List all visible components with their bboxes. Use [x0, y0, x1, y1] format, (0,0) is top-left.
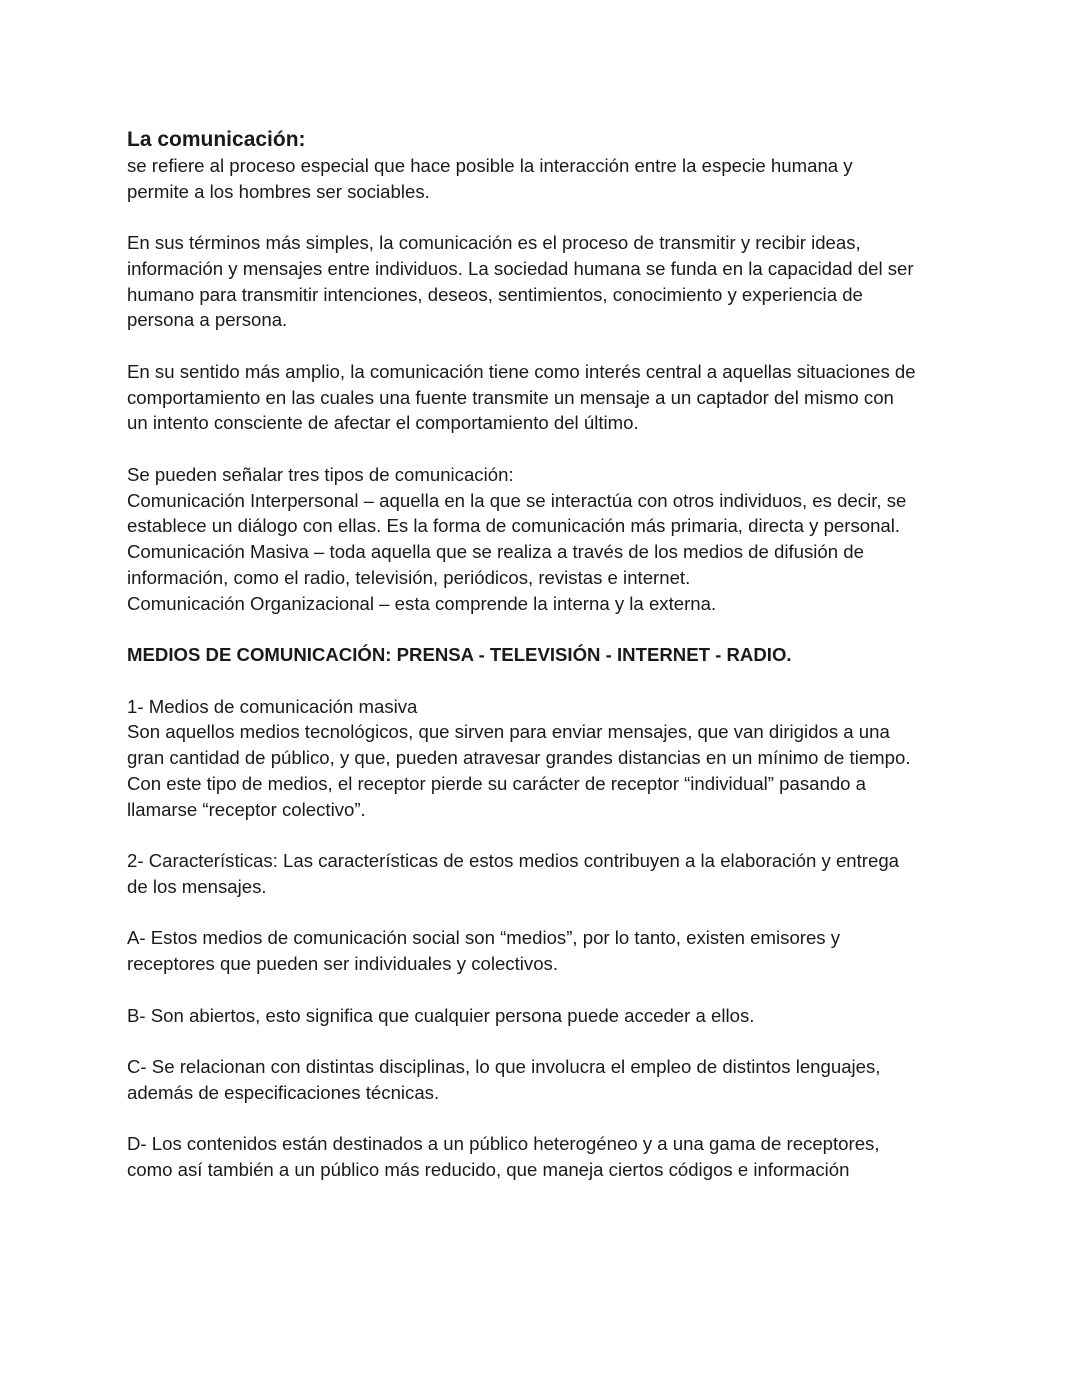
paragraph	[127, 1054, 967, 1106]
text-line: información y mensajes entre individuos. La sociedad humana se funda en la capacidad del ser	[127, 257, 914, 279]
paragraph	[127, 1003, 967, 1029]
section-heading	[127, 642, 967, 668]
paragraph	[127, 230, 967, 333]
document-title: La comunicación:	[127, 128, 306, 151]
paragraph	[127, 848, 967, 900]
text-line: información, como el radio, televisión, periódicos, revistas e internet.	[127, 566, 691, 588]
text-line: Con este tipo de medios, el receptor pierde su carácter de receptor “individual” pasando a	[127, 772, 867, 794]
text-line: establece un diálogo con ellas. Es la forma de comunicación más primaria, directa y personal.	[127, 515, 901, 537]
text-line: 1- Medios de comunicación masiva	[127, 695, 418, 717]
text-line: MEDIOS DE COMUNICACIÓN: PRENSA - TELEVISIÓN - INTERNET - RADIO.	[127, 644, 792, 665]
text-line: llamarse “receptor colectivo”.	[127, 798, 366, 820]
text-line: se refiere al proceso especial que hace posible la interacción entre la especie humana y	[127, 154, 853, 176]
text-line: como así también a un público más reducido, que maneja ciertos códigos e información	[127, 1159, 850, 1180]
text-line: además de especificaciones técnicas.	[127, 1081, 440, 1103]
text-line: un intento consciente de afectar el comportamiento del último.	[127, 412, 639, 434]
text-line: A- Estos medios de comunicación social son “medios”, por lo tanto, existen emisores y	[127, 927, 841, 949]
text-line: humano para transmitir intenciones, deseos, sentimientos, conocimiento y experiencia de	[127, 283, 863, 305]
text-line: En sus términos más simples, la comunicación es el proceso de transmitir y recibir ideas,	[127, 232, 861, 253]
text-line: gran cantidad de público, y que, pueden atravesar grandes distancias en un mínimo de tiempo.	[127, 747, 911, 768]
paragraph	[127, 359, 967, 436]
text-line: 2- Características: Las características de estos medios contribuyen a la elaboración y entrega	[127, 850, 900, 871]
text-line: Comunicación Organizacional – esta comprende la interna y la externa.	[127, 592, 717, 614]
text-line: B- Son abiertos, esto significa que cualquier persona puede acceder a ellos.	[127, 1004, 755, 1026]
text-line: En su sentido más amplio, la comunicación tiene como interés central a aquellas situaciones de	[127, 360, 916, 382]
paragraph	[127, 694, 967, 823]
text-line: Comunicación Interpersonal – aquella en la que se interactúa con otros individuos, es decir, se	[127, 489, 907, 511]
text-line: Son aquellos medios tecnológicos, que sirven para enviar mensajes, que van dirigidos a una	[127, 721, 890, 743]
paragraph	[127, 1131, 967, 1183]
text-line: Se pueden señalar tres tipos de comunicación:	[127, 463, 514, 485]
text-line: persona a persona.	[127, 309, 288, 331]
paragraph	[127, 127, 967, 204]
paragraph	[127, 462, 967, 617]
text-line: D- Los contenidos están destinados a un público heterogéneo y a una gama de receptores,	[127, 1133, 880, 1155]
text-line: comportamiento en las cuales una fuente transmite un mensaje a un captador del mismo con	[127, 386, 894, 408]
document-page	[127, 127, 967, 1209]
text-line: Comunicación Masiva – toda aquella que se realiza a través de los medios de difusión de	[127, 541, 864, 562]
text-line: de los mensajes.	[127, 875, 267, 897]
text-line: permite a los hombres ser sociables.	[127, 180, 430, 202]
paragraph	[127, 925, 967, 977]
text-line: C- Se relacionan con distintas disciplinas, lo que involucra el empleo de distintos lenguajes,	[127, 1056, 881, 1077]
text-line: receptores que pueden ser individuales y colectivos.	[127, 953, 559, 974]
